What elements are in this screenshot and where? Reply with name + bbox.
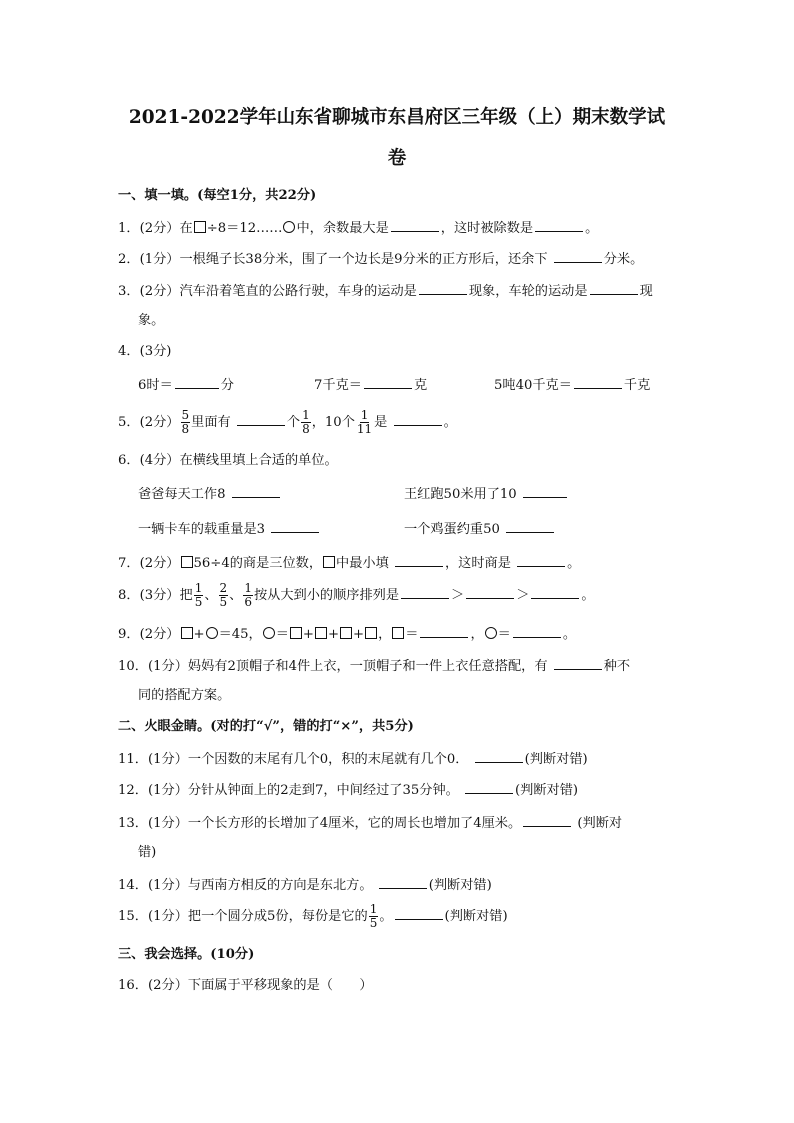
answer-blank[interactable]: [232, 483, 280, 498]
fraction: $\frac{1}{8}$: [302, 408, 310, 436]
fraction: $\frac{1}{5}$: [194, 581, 203, 609]
exam-title-line1: 2021-2022学年山东省聊城市东昌府区三年级（上）期末数学试: [128, 107, 666, 128]
square-symbol: [181, 627, 193, 639]
section-heading-true-false: 二、火眼金睛。(对的打“√”，错的打“×”，共5分): [118, 719, 414, 734]
circle-symbol: [263, 627, 275, 639]
answer-blank[interactable]: [391, 217, 439, 232]
answer-blank[interactable]: [379, 874, 427, 889]
question-15: 15．(1分）把一个圆分成5份，每份是它的 $\frac{1}{5}$ 。 (判断对错): [118, 902, 508, 930]
question-13: 13．(1分）一个长方形的长增加了4厘米，它的周长也增加了4厘米。 (判断对: [118, 812, 622, 834]
question-2: 2．(1分）一根绳子长38分米，围了一个边长是9分米的正方形后，还余下 分米。: [118, 248, 643, 270]
answer-blank[interactable]: [401, 584, 449, 599]
question-3-continued: 象。: [138, 313, 165, 328]
q4-item-1: 6时＝ 分: [138, 374, 234, 396]
square-symbol: [290, 627, 302, 639]
square-symbol: [323, 556, 335, 568]
question-11: 11．(1分）一个因数的末尾有几个0，积的末尾就有几个0． (判断对错): [118, 748, 588, 770]
answer-blank[interactable]: [513, 623, 561, 638]
answer-blank[interactable]: [517, 552, 565, 567]
section-heading-choice: 三、我会选择。(10分): [118, 947, 255, 962]
answer-blank[interactable]: [395, 552, 443, 567]
answer-blank[interactable]: [535, 217, 583, 232]
question-9: 9．(2分） + ＝45， ＝ + + + ， ＝ ， ＝ 。: [118, 623, 576, 645]
fraction: $\frac{2}{5}$: [219, 581, 228, 609]
question-7: 7．(2分） 56÷4的商是三位数， 中最小填 ，这时商是 。: [118, 552, 580, 574]
square-symbol: [340, 627, 352, 639]
question-1: 1．(2分）在 ÷8＝12…… 中，余数最大是 ，这时被除数是 。: [118, 217, 598, 239]
square-symbol: [392, 627, 404, 639]
fraction: $\frac{5}{8}$: [181, 408, 190, 436]
answer-blank[interactable]: [523, 483, 567, 498]
q6-item-2: 王红跑50米用了10: [404, 483, 569, 505]
answer-blank[interactable]: [506, 518, 554, 533]
square-symbol: [181, 556, 193, 568]
question-13-continued: 错): [138, 845, 157, 860]
q6-item-4: 一个鸡蛋约重50: [404, 518, 556, 540]
answer-blank[interactable]: [531, 584, 579, 599]
answer-blank[interactable]: [590, 280, 638, 295]
square-symbol: [194, 221, 206, 233]
circle-symbol: [485, 627, 497, 639]
fraction: $\frac{1}{6}$: [244, 581, 252, 609]
question-4: 4．(3分): [118, 344, 172, 359]
answer-blank[interactable]: [420, 623, 468, 638]
answer-blank[interactable]: [466, 584, 514, 599]
exam-title-line2: 卷: [387, 148, 407, 169]
question-16: 16．(2分）下面属于平移现象的是（ ）: [118, 978, 373, 993]
fraction: $\frac{1}{11}$: [356, 408, 373, 436]
question-10-continued: 同的搭配方案。: [138, 688, 231, 703]
question-10: 10．(1分）妈妈有2顶帽子和4件上衣，一顶帽子和一件上衣任意搭配，有 种不: [118, 655, 630, 677]
square-symbol: [315, 627, 327, 639]
answer-blank[interactable]: [475, 748, 523, 763]
q6-item-1: 爸爸每天工作8: [138, 483, 282, 505]
question-3: 3．(2分）汽车沿着笔直的公路行驶，车身的运动是 现象，车轮的运动是 现: [118, 280, 653, 302]
answer-blank[interactable]: [419, 280, 467, 295]
answer-blank[interactable]: [395, 905, 443, 920]
answer-blank[interactable]: [554, 248, 602, 263]
answer-blank[interactable]: [175, 374, 219, 389]
circle-symbol: [206, 627, 218, 639]
answer-blank[interactable]: [394, 411, 442, 426]
question-14: 14．(1分）与西南方相反的方向是东北方。 (判断对错): [118, 874, 492, 896]
question-12: 12．(1分）分针从钟面上的2走到7，中间经过了35分钟。 (判断对错): [118, 779, 578, 801]
answer-blank[interactable]: [523, 812, 571, 827]
q4-item-3: 5吨40千克＝ 千克: [494, 374, 650, 396]
answer-blank[interactable]: [237, 411, 285, 426]
question-5: 5．(2分） $\frac{5}{8}$ 里面有 个 $\frac{1}{8}$ ，10个 $\frac{1}{11}$ 是 。: [118, 408, 457, 436]
q4-item-2: 7千克＝ 克: [314, 374, 427, 396]
answer-blank[interactable]: [554, 655, 602, 670]
q6-item-3: 一辆卡车的载重量是3: [138, 518, 321, 540]
answer-blank[interactable]: [465, 779, 513, 794]
question-6: 6．(4分）在横线里填上合适的单位。: [118, 453, 338, 468]
answer-blank[interactable]: [574, 374, 622, 389]
answer-blank[interactable]: [364, 374, 412, 389]
fraction: $\frac{1}{5}$: [369, 902, 378, 930]
square-symbol: [365, 627, 377, 639]
section-heading-fill-in: 一、填一填。(每空1分，共22分): [118, 188, 317, 203]
circle-symbol: [283, 221, 295, 233]
answer-blank[interactable]: [271, 518, 319, 533]
question-8: 8．(3分）把 $\frac{1}{5}$ 、 $\frac{2}{5}$ 、 $\frac{1}{6}$ 按从大到小的顺序排列是 ＞ ＞ 。: [118, 581, 595, 609]
